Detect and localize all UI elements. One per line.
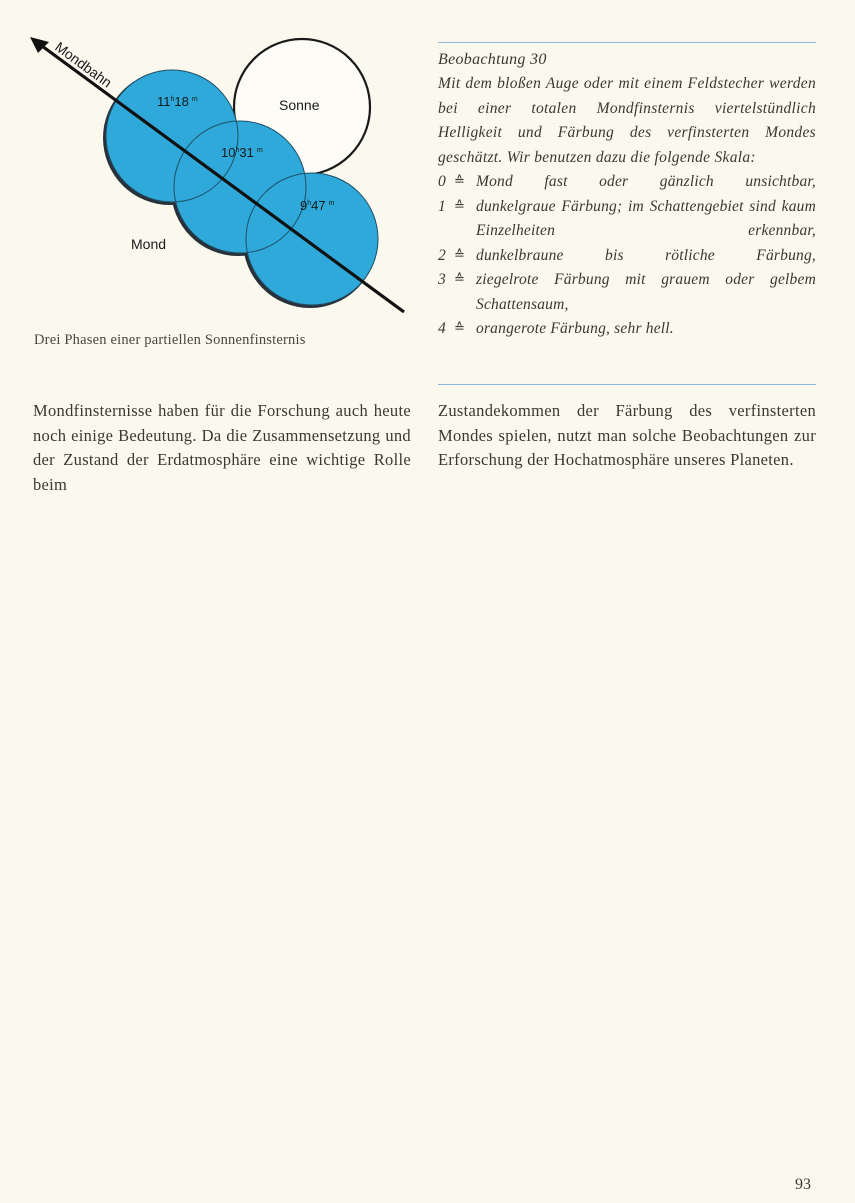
- body-paragraph-left: Mondfinsternisse haben für die Forschung auch heute noch einige Bedeutung. Da die Zusammensetzung und der Zustand der Erdatmosphäre eine wichtige Rolle beim: [33, 401, 411, 494]
- scale-number: 3: [438, 271, 446, 288]
- equiv-symbol: ≙: [454, 247, 466, 263]
- body-column-left: [33, 399, 411, 497]
- figure-caption: Drei Phasen einer partiellen Sonnenfinsternis: [34, 332, 306, 348]
- observation-box: [438, 42, 816, 342]
- moon-disc: [246, 173, 378, 305]
- scale-number: 1: [438, 197, 446, 215]
- scale-text: Mond fast oder gänzlich unsichtbar,: [476, 173, 816, 190]
- scale-text: dunkelbraune bis rötliche Färbung,: [476, 246, 816, 264]
- equiv-symbol: ≙: [454, 321, 466, 336]
- observation-bottom-rule: [438, 384, 816, 385]
- time-label-1: 11$^h$18 $^m$: [157, 94, 198, 109]
- body-paragraph-right: Zustandekommen der Färbung des verfinsterten Mondes spielen, nutzt man solche Beobachtungen zur Erforschung der Hochatmosphäre unseres Planeten.: [438, 401, 816, 469]
- scale-item: [438, 170, 816, 195]
- observation-text: Mit dem bloßen Auge oder mit einem Feldstecher werden bei einer totalen Mondfinsternis viertelstündlich Helligkeit und Färbung des verfinsterten Mondes geschätzt. Wir benutzen dazu die folgende Skala:: [438, 75, 816, 166]
- scale-text: dunkelgraue Färbung; im Schattengebiet sind kaum Einzelheiten erkennbar,: [476, 197, 816, 239]
- brightness-scale: [438, 170, 816, 342]
- time-label-2: 10$^h$31 $^m$: [221, 145, 263, 160]
- body-column-right: [438, 399, 816, 473]
- page-number: 93: [795, 1176, 811, 1193]
- scale-item: [438, 195, 816, 244]
- equiv-symbol: ≙: [454, 174, 466, 189]
- observation-title: Beobachtung 30: [438, 51, 547, 68]
- orbit-label: Mondbahn: [52, 38, 116, 91]
- scale-item: [438, 244, 816, 269]
- scale-item: [438, 317, 816, 342]
- scale-item: [438, 268, 816, 317]
- scale-text: ziegelrote Färbung mit grauem oder gelbem Schattensaum,: [476, 271, 816, 313]
- equiv-symbol: ≙: [454, 198, 466, 214]
- moon-label: Mond: [131, 236, 167, 252]
- scale-number: 0: [438, 173, 446, 190]
- eclipse-diagram-svg: [24, 30, 414, 330]
- scale-number: 2: [438, 246, 446, 264]
- equiv-symbol: ≙: [454, 272, 466, 287]
- sun-label: Sonne: [279, 97, 320, 113]
- scale-text: orangerote Färbung, sehr hell.: [476, 320, 674, 337]
- scale-number: 4: [438, 320, 446, 337]
- eclipse-diagram: [24, 30, 414, 330]
- time-label-3: 9$^h$47 $^m$: [300, 198, 335, 213]
